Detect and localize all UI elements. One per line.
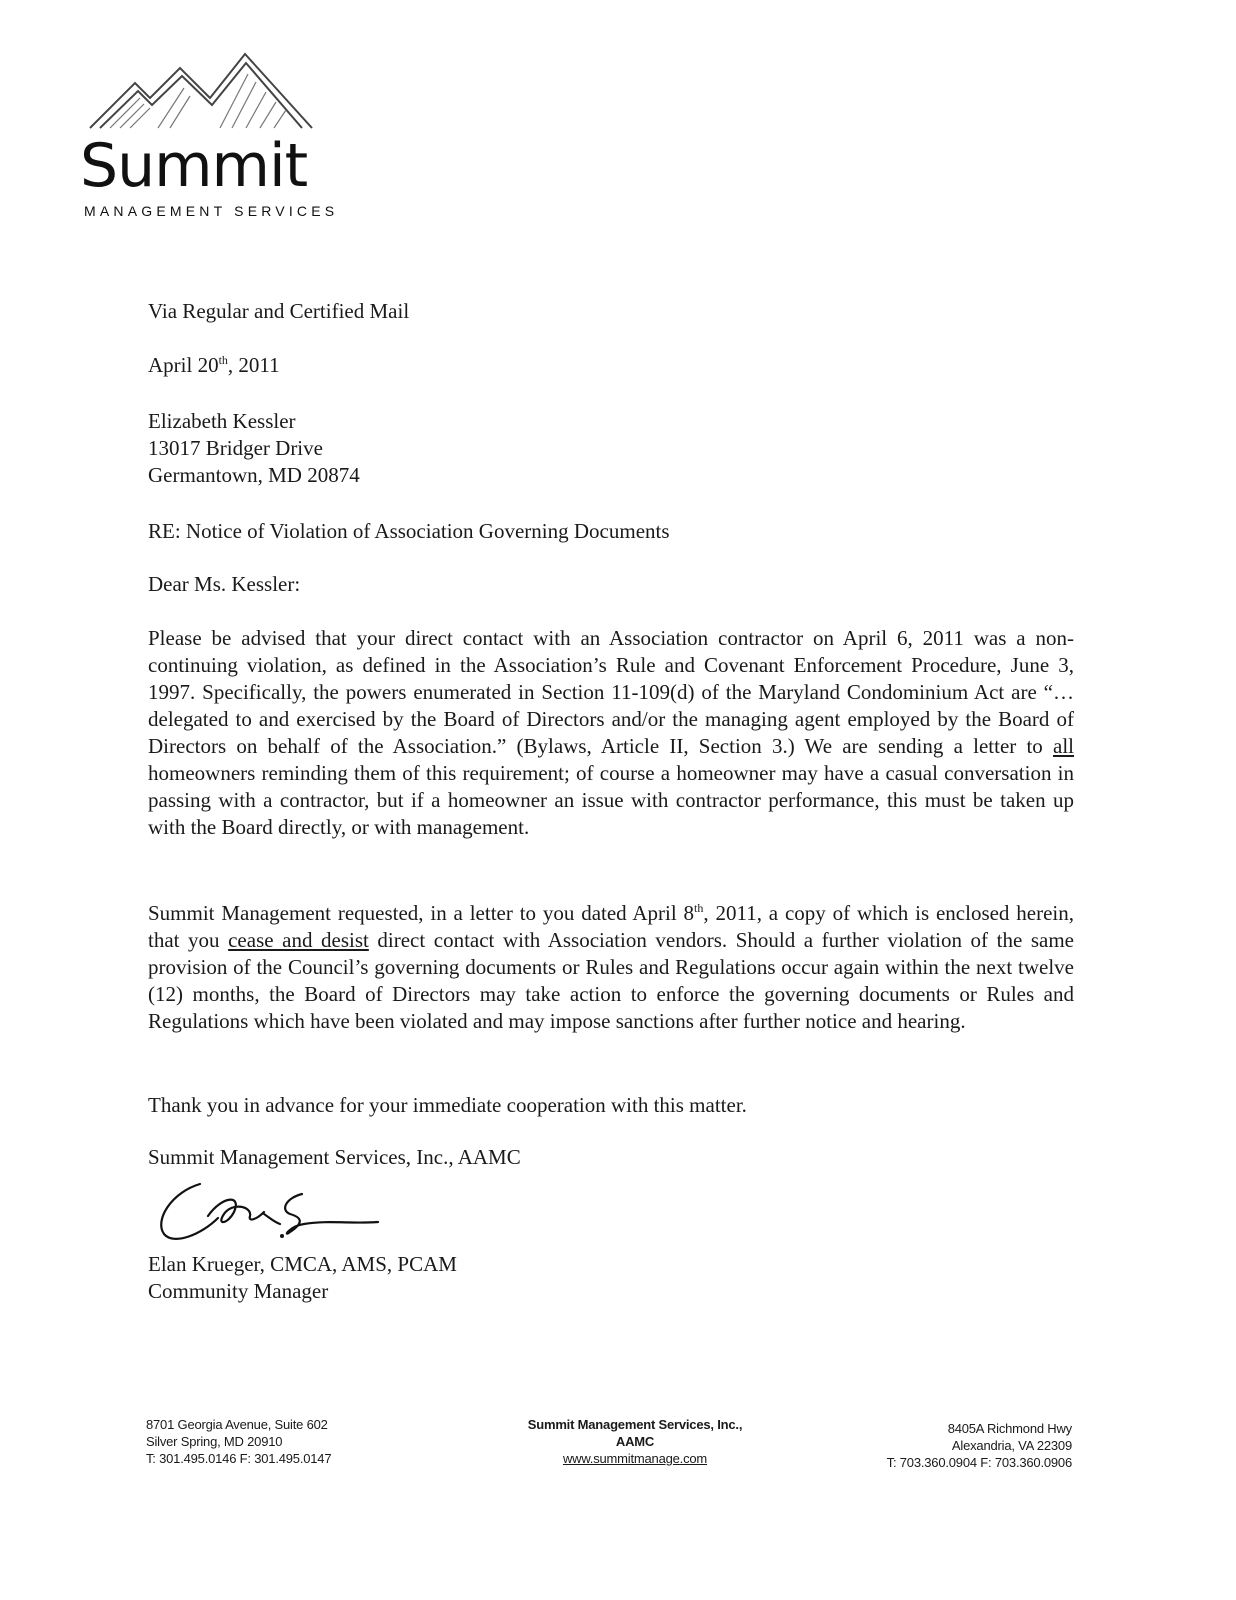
recipient-address [148,408,360,489]
footer-left-line2: Silver Spring, MD 20910 [146,1434,283,1449]
footer-left-line1: 8701 Georgia Avenue, Suite 602 [146,1417,328,1432]
footer-center [510,1416,760,1467]
signer-title: Community Manager [148,1279,329,1303]
closing-line: Thank you in advance for your immediate cooperation with this matter. [148,1093,747,1117]
salutation: Dear Ms. Kessler: [148,572,301,596]
footer-right-address [870,1420,1072,1471]
logo-company-name: Summit [80,131,308,201]
logo-tagline: MANAGEMENT SERVICES [84,203,339,219]
body-paragraph-2 [148,900,1074,1035]
recipient-name: Elizabeth Kessler [148,409,296,433]
footer-right-line2: Alexandria, VA 22309 [951,1438,1072,1453]
recipient-street: 13017 Bridger Drive [148,436,323,460]
date-year: , 2011 [227,353,280,377]
footer-right-line3: T: 703.360.0904 F: 703.360.0906 [886,1455,1072,1470]
recipient-city: Germantown, MD 20874 [148,463,360,487]
date-suffix: th [218,353,228,367]
p2-sup: th [694,901,704,915]
p1-text-b: homeowners reminding them of this requirement; of course a homeowner may have a casual conversation in passing with a contractor, but if a homeowner an issue with contractor performance, this must be taken up with the Board directly, or with management. [148,761,1074,839]
signer-name: Elan Krueger, CMCA, AMS, PCAM [148,1252,457,1276]
signer-block [148,1251,457,1305]
footer-company: Summit Management Services, Inc., AAMC [527,1417,743,1449]
mountain-icon [80,48,320,138]
letter-date [148,352,280,379]
footer-right-line1: 8405A Richmond Hwy [947,1421,1072,1436]
footer-left-line3: T: 301.495.0146 F: 301.495.0147 [146,1451,332,1466]
p1-underlined: all [1053,734,1074,758]
signature-image [152,1172,392,1252]
delivery-method: Via Regular and Certified Mail [148,299,410,323]
footer-website-link[interactable]: www.summitmanage.com [562,1451,708,1466]
p2-text-a: Summit Management requested, in a letter to you dated April 8 [148,901,695,925]
subject-line: RE: Notice of Violation of Association Governing Documents [148,519,670,543]
signatory-company: Summit Management Services, Inc., AAMC [148,1145,521,1169]
date-month-day: April 20 [148,353,219,377]
p2-underlined: cease and desist [228,928,369,952]
company-logo [80,48,340,228]
p1-text-a: Please be advised that your direct contact with an Association contractor on April 6, 2011 was a non-continuing violation, as defined in the Association’s Rule and Covenant Enforcement Procedure, June 3, 1997. Specifically, the powers enumerated in Section 11-109(d) of the Maryland Condominium Act are “…delegated to and exercised by the Board of Directors and/or the managing agent employed by the Board of Directors on behalf of the Association.” (Bylaws, Article II, Section 3.) We are sending a letter to [148,626,1074,758]
p2-text-c: direct contact with Association vendors. Should a further violation of the same provision of the Council’s governing documents or Rules and Regulations occur again within the next twelve (12) months, the Board of Directors may take action to enforce the governing documents or Rules and Regulations which have been violated and may impose sanctions after further notice and hearing. [148,928,1074,1033]
body-paragraph-1 [148,625,1074,841]
footer-left-address [146,1416,331,1467]
p2-text-b: , 2011, a copy of which is enclosed herein, that you [148,901,1074,952]
